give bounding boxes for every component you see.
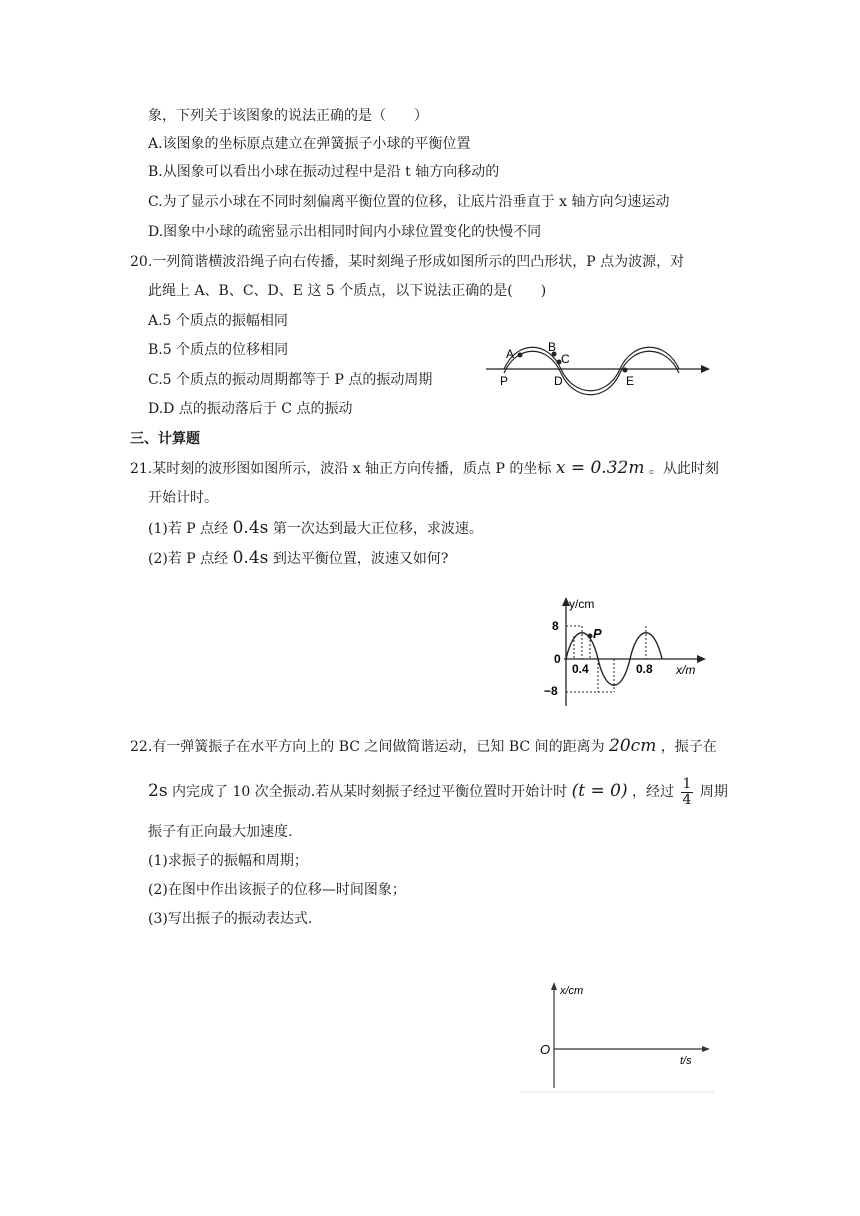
q21-sub1-pre: (1)若 P 点经: [148, 521, 229, 537]
q21-formula: x = 0.32m: [555, 458, 645, 478]
label-c: C: [561, 352, 570, 366]
fraction-numerator: 1: [682, 775, 692, 792]
q21-sub2-pre: (2)若 P 点经: [148, 551, 229, 567]
q22-line2-end: 周期: [699, 784, 728, 800]
point-a-marker: [518, 353, 523, 358]
fraction-denominator: 4: [682, 791, 692, 808]
q20-stem-line2: 此绳上 A、B、C、D、E 这 5 个质点，以下说法正确的是( ): [148, 283, 547, 299]
q21-sub2-post: 到达平衡位置，波速又如何?: [272, 551, 449, 567]
x-axis-label: x/m: [676, 663, 696, 677]
q20-option-d: D.D 点的振动落后于 C 点的振动: [148, 401, 353, 417]
q20-wave-figure: [482, 332, 716, 406]
q19-option-d: D.图象中小球的疏密显示出相同时间内小球位置变化的快慢不同: [148, 224, 542, 240]
q22-line1-text: 22.有一弹簧振子在水平方向上的 BC 之间做简谐运动，已知 BC 间的距离为: [130, 739, 605, 755]
q22-blank-graph: [520, 970, 714, 1094]
section-heading: 三、计算题: [130, 431, 200, 447]
origin-label: O: [540, 1042, 551, 1057]
q19-stem-cont: 象，下列关于该图象的说法正确的是（ ）: [148, 108, 428, 124]
q22-subq-2: (2)在图中作出该振子的位移—时间图象；: [148, 882, 406, 898]
q22-line1-end: ，振子在: [660, 739, 717, 755]
q19-option-b: B.从图象可以看出小球在振动过程中是沿 t 轴方向移动的: [148, 164, 500, 180]
q22-line2-after: ，经过: [632, 784, 675, 800]
label-d: D: [554, 374, 563, 388]
q21-stem-line2: 开始计时。: [148, 490, 218, 506]
q19-option-a: A.该图象的坐标原点建立在弹簧振子小球的平衡位置: [148, 136, 471, 152]
label-b: B: [548, 340, 557, 354]
q22-stem-line3: 振子有正向最大加速度.: [148, 824, 293, 840]
label-p: P: [593, 626, 602, 641]
q22-stem-line2: [148, 776, 728, 808]
label-p: P: [500, 374, 509, 388]
q21-sub1-value: 0.4s: [232, 518, 269, 538]
point-p-marker: [588, 634, 593, 639]
q21-subq-1: [148, 518, 483, 539]
q22-subq-1: (1)求振子的振幅和周期；: [148, 853, 308, 869]
x-tick-0-4: 0.4: [572, 662, 589, 676]
q22-distance-value: 20cm: [609, 736, 657, 756]
y-tick-0: 0: [554, 652, 561, 666]
q20-option-b: B.5 个质点的位移相同: [148, 342, 289, 358]
y-axis-label: x/cm: [560, 985, 584, 997]
q20-stem-line1: 20.一列简谐横波沿绳子向右传播，某时刻绳子形成如图所示的凹凸形状，P 点为波源，对: [130, 254, 685, 270]
label-e: E: [626, 374, 635, 388]
q22-t-zero: (t = 0): [571, 781, 628, 801]
q22-stem-line1: [130, 736, 717, 757]
y-axis-label: y/cm: [569, 597, 595, 611]
y-tick-minus-8: −8: [544, 684, 558, 698]
q21-sub1-post: 第一次达到最大正位移，求波速。: [272, 521, 483, 537]
q21-stem-end: 。从此时刻: [648, 461, 719, 477]
q22-quarter-fraction: [681, 777, 694, 808]
q20-option-a: A.5 个质点的振幅相同: [148, 313, 288, 329]
x-tick-0-8: 0.8: [636, 662, 653, 676]
x-axis-label: t/s: [680, 1055, 692, 1067]
q20-option-c: C.5 个质点的振动周期都等于 P 点的振动周期: [148, 372, 433, 388]
q21-stem-text: 21.某时刻的波形图如图所示，波沿 x 轴正方向传播，质点 P 的坐标: [130, 461, 552, 477]
label-a: A: [506, 347, 515, 361]
q22-time-value: 2s: [148, 781, 168, 801]
q21-subq-2: [148, 548, 448, 569]
q22-subq-3: (3)写出振子的振动表达式.: [148, 911, 313, 927]
q21-stem-line1: [130, 458, 719, 479]
q19-option-c: C.为了显示小球在不同时刻偏离平衡位置的位移，让底片沿垂直于 x 轴方向匀速运动: [148, 194, 670, 210]
q22-line2-text: 内完成了 10 次全振动.若从某时刻振子经过平衡位置时开始计时: [172, 784, 568, 800]
y-tick-8: 8: [552, 619, 559, 633]
point-e-marker: [623, 368, 628, 373]
q21-sub2-value: 0.4s: [232, 548, 269, 568]
q21-waveform-graph: [536, 594, 712, 712]
